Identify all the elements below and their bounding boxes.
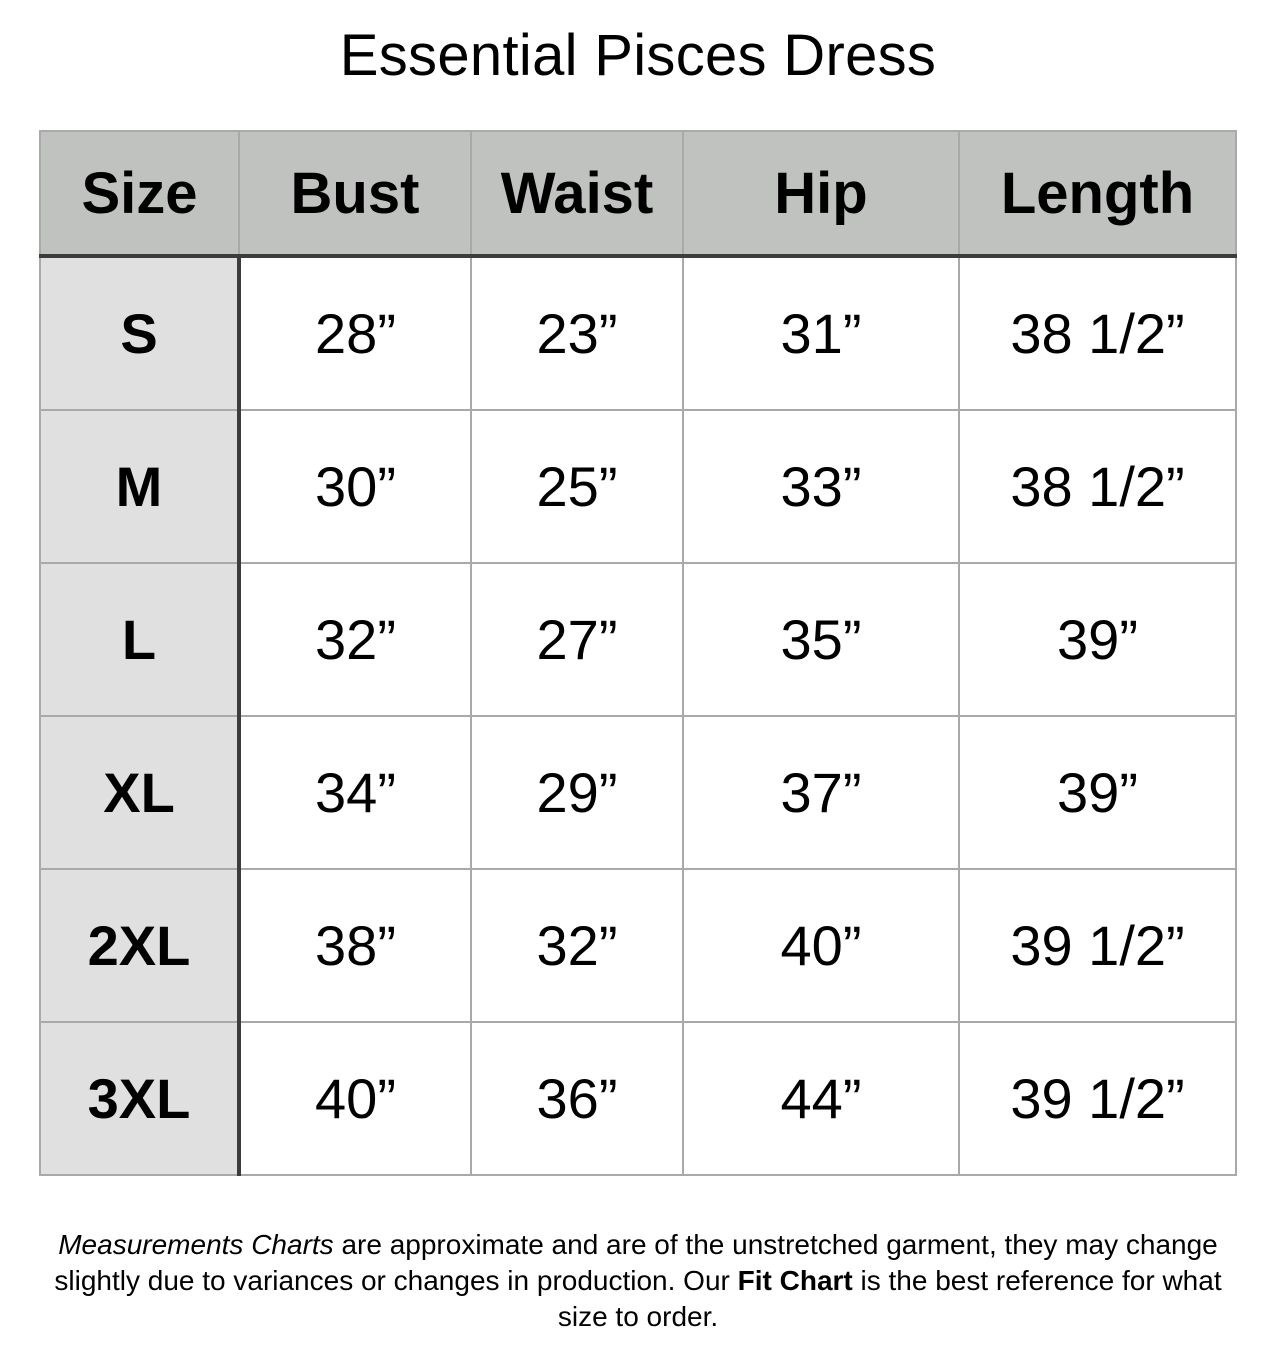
table-row: [40, 869, 1236, 1022]
length-value: 39 1/2”: [959, 869, 1236, 1022]
length-value: 39 1/2”: [959, 1022, 1236, 1175]
table-row: [40, 256, 1236, 410]
size-label: M: [40, 410, 239, 563]
size-label: 3XL: [40, 1022, 239, 1175]
header-row: [40, 131, 1236, 256]
length-value: 38 1/2”: [959, 410, 1236, 563]
waist-value: 27”: [471, 563, 683, 716]
waist-value: 23”: [471, 256, 683, 410]
hip-value: 33”: [683, 410, 959, 563]
table-row: [40, 563, 1236, 716]
bust-value: 40”: [239, 1022, 471, 1175]
note-text-part2: is the best reference for what size to order.: [557, 1265, 1222, 1332]
note-text-part1: are approximate and are of the unstretched garment, they may change slightly due to variances or changes in production. Our: [54, 1229, 1218, 1296]
waist-value: 25”: [471, 410, 683, 563]
waist-value: 32”: [471, 869, 683, 1022]
size-label: L: [40, 563, 239, 716]
size-label: XL: [40, 716, 239, 869]
length-value: 39”: [959, 563, 1236, 716]
bust-value: 28”: [239, 256, 471, 410]
hip-value: 44”: [683, 1022, 959, 1175]
waist-value: 29”: [471, 716, 683, 869]
length-value: 39”: [959, 716, 1236, 869]
size-label: S: [40, 256, 239, 410]
header-waist: Waist: [471, 131, 683, 256]
table-row: [40, 1022, 1236, 1175]
header-bust: Bust: [239, 131, 471, 256]
size-chart-table: [39, 130, 1237, 1176]
fit-chart-reference: Fit Chart: [737, 1265, 853, 1296]
size-label: 2XL: [40, 869, 239, 1022]
note-italic-lead: Measurements Charts: [58, 1229, 334, 1260]
bust-value: 30”: [239, 410, 471, 563]
waist-value: 36”: [471, 1022, 683, 1175]
measurement-disclaimer: [40, 1227, 1236, 1335]
header-length: Length: [959, 131, 1236, 256]
hip-value: 40”: [683, 869, 959, 1022]
bust-value: 38”: [239, 869, 471, 1022]
hip-value: 35”: [683, 563, 959, 716]
header-hip: Hip: [683, 131, 959, 256]
chart-title: Essential Pisces Dress: [339, 23, 937, 88]
hip-value: 31”: [683, 256, 959, 410]
bust-value: 32”: [239, 563, 471, 716]
bust-value: 34”: [239, 716, 471, 869]
hip-value: 37”: [683, 716, 959, 869]
table-row: [40, 410, 1236, 563]
header-size: Size: [40, 131, 239, 256]
table-row: [40, 716, 1236, 869]
length-value: 38 1/2”: [959, 256, 1236, 410]
